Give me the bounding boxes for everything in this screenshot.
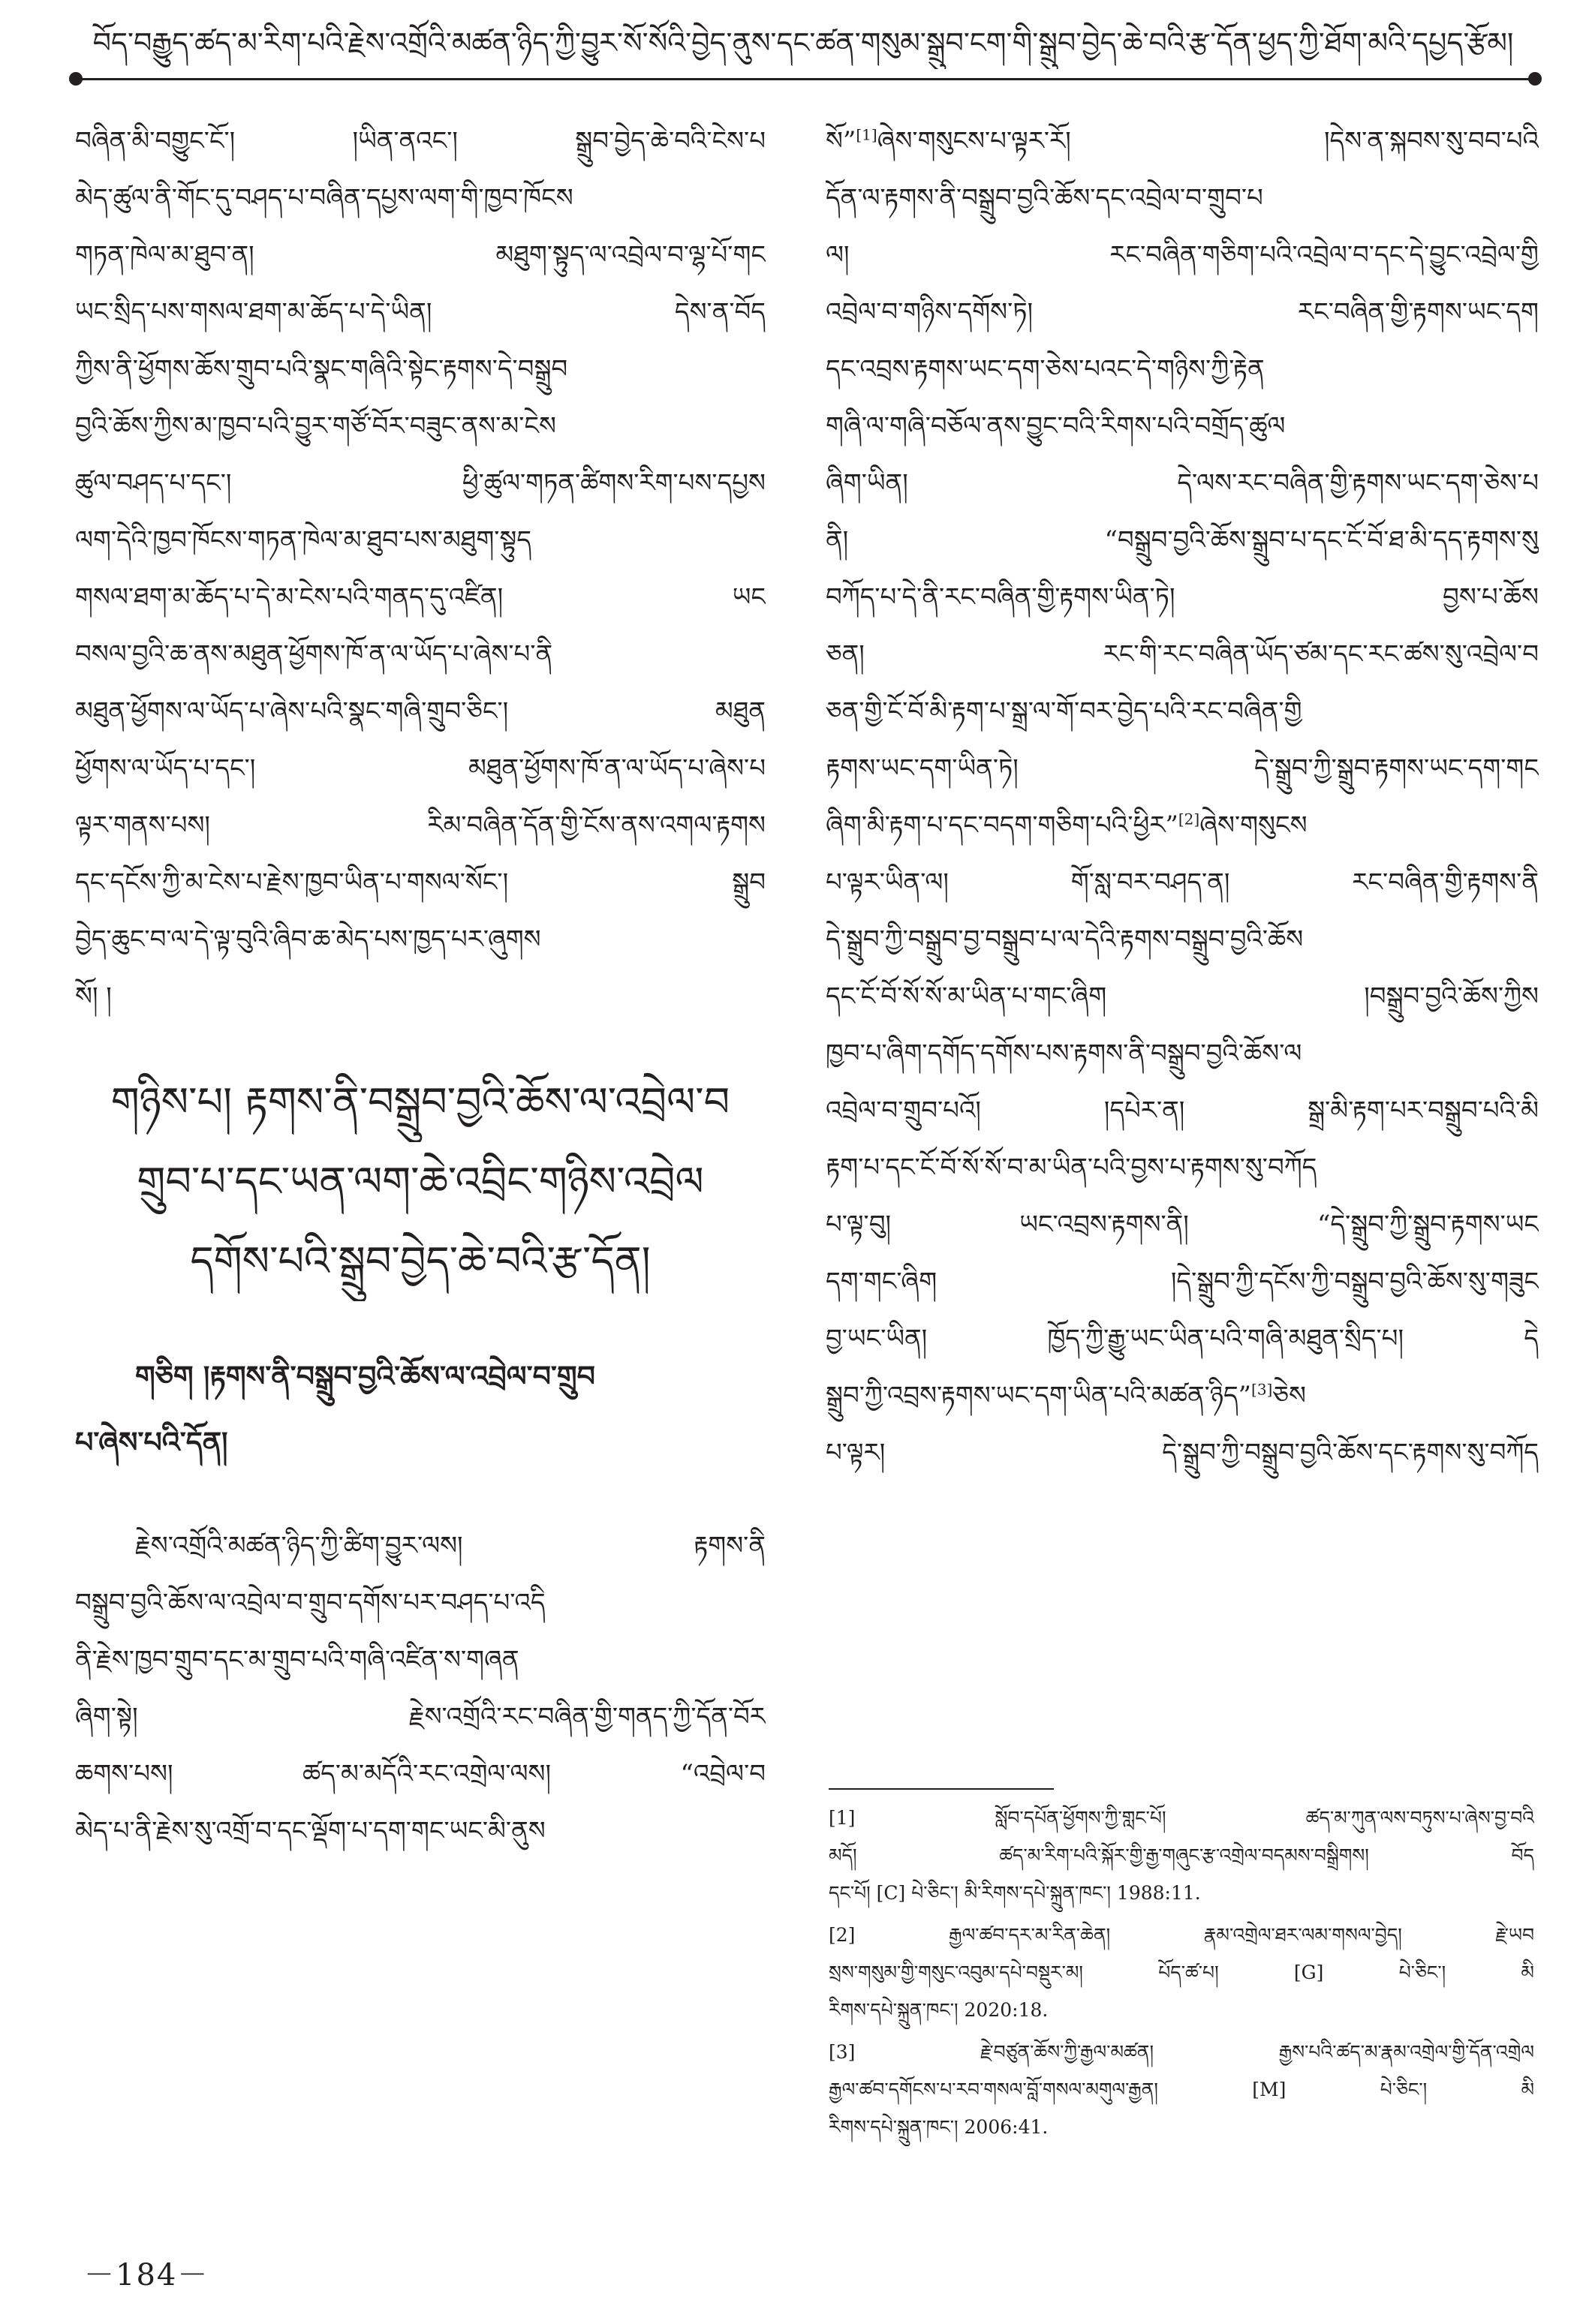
text-line: རྟག་པ་དང་ངོ་བོ་སོ་སོ་བ་མ་ཡིན་པའི་བྱས་པ་རྟགས་སུ་བཀོད [826, 1153, 1317, 1183]
text-line: ཀྱིས་ནི་ཕྱོགས་ཆོས་གྲུབ་པའི་སྣང་གཞིའི་སྟེང་རྟགས་དེ་བསྒྲུབ [75, 354, 568, 384]
running-head: བོད་བརྒྱུད་ཚད་མ་རིག་པའི་རྗེས་འགྲོའི་མཚན་ཉིད་ཀྱི་བྱུར་སོ་སོའི་བྱེད་ནུས་དང་ཚན་གསུམ་སྒྲུབ་ངག་གི་སྒྲུབ་བྱེད་ཆེ་བའི་རྩ་དོན་ཕྱད་ཀྱི་ཐོག་མའི་དཔྱད་རྩོམ། [92, 26, 1514, 59]
text-line: ཆགས་པས། ཚད་མ་མདོའི་རང་འགྲེལ་ལས། “འབྲེལ་བ [75, 1759, 766, 1789]
text-line: ཡང་སྲིད་པས་གསལ་ཐག་མ་ཆོད་པ་དེ་ཡིན། དེས་ན་བོད [75, 297, 766, 327]
text-line: ཞིག་མི་རྟག་པ་དང་བདག་གཅིག་པའི་ཕྱིར”[2]ཞེས་གསུངས [826, 810, 1308, 840]
footnote-line: རིགས་དཔེ་སྐྲུན་ཁང་། 2020:18. [829, 1999, 1049, 2021]
text-line: རྟགས་ཡང་དག་ཡིན་ཏེ། དེ་སྒྲུབ་ཀྱི་སྒྲུབ་རྟགས་ཡང་དག་གང [826, 753, 1539, 783]
footnote-line: [3] རྗེ་བཙུན་ཆོས་ཀྱི་རྒྱལ་མཚན། རྒྱས་པའི་ཚད་མ་རྣམ་འགྲེལ་གྱི་དོན་འགྲེལ [829, 2041, 1534, 2063]
text-line: ཅན། རང་གི་རང་བཞིན་ཡོད་ཙམ་དང་རང་ཚས་སུ་འབྲེལ་བ [826, 639, 1539, 669]
text-line: ཚུལ་བཤད་པ་དང་། ཕྱི་ཚུལ་གཏན་ཚིགས་རིག་པས་དཔྱས [75, 468, 766, 498]
section-title-line: གཉིས་པ། རྟགས་ནི་བསྒྲུབ་བྱའི་ཆོས་ལ་འབྲེལ་བ [110, 1078, 730, 1126]
paragraph-1 [75, 113, 766, 1025]
text-line: དང་འབྲས་རྟགས་ཡང་དག་ཅེས་པའང་དེ་གཉིས་ཀྱི་རྟེན [826, 354, 1265, 384]
text-line: བཞིན་མི་བགྱུང་ངོ་། །ཡིན་ནའང་། སྒྲུབ་བྱེད་ཆེ་བའི་ངེས་པ [75, 126, 766, 156]
text-line: སོ”[1]ཞེས་གསུངས་པ་ལྟར་རོ། །དེས་ན་སྐབས་སུ་བབ་པའི [826, 125, 1539, 156]
header-rule [75, 78, 1536, 80]
section-title [75, 1063, 766, 1301]
footnote-line: མདོ། ཚད་མ་རིག་པའི་སྐོར་གྱི་རྒྱ་གཞུང་རྩ་འགྲེལ་བདམས་བསྒྲིགས། བོད [829, 1844, 1534, 1866]
text-line: གསལ་ཐག་མ་ཆོད་པ་དེ་མ་ངེས་པའི་གནད་དུ་འཛིན། ཡང [75, 582, 766, 612]
text-line: ནི། “བསྒྲུབ་བྱའི་ཆོས་སྒྲུབ་པ་དང་ངོ་བོ་ཐ་མི་དད་རྟགས་སུ [826, 525, 1539, 555]
text-line: ཕྱོགས་ལ་ཡོད་པ་དང་། མཐུན་ཕྱོགས་ཁོ་ན་ལ་ཡོད་པ་ཞེས་པ [75, 753, 766, 783]
footnote-line: རིགས་དཔེ་སྐྲུན་ཁང་། 2006:41. [829, 2116, 1049, 2138]
text-line: འབྲེལ་བ་གྲུབ་པའོ། །དཔེར་ན། སྒྲ་མི་རྟག་པར་བསྒྲུབ་པའི་མི [826, 1096, 1539, 1126]
header-rule-dot-right [1528, 72, 1542, 86]
text-line: ཁྱབ་པ་ཞིག་དགོད་དགོས་པས་རྟགས་ནི་བསྒྲུབ་བྱའི་ཆོས་ལ [826, 1039, 1302, 1069]
text-line: བཀོད་པ་དེ་ནི་རང་བཞིན་གྱི་རྟགས་ཡིན་ཏེ། བྱས་པ་ཆོས [826, 582, 1539, 612]
sub-title-line: པ་ཞེས་པའི་དོན། [75, 1425, 228, 1459]
text-line: ལྟར་གནས་པས། རིམ་བཞིན་དོན་གྱི་ངོས་ནས་འགལ་རྟགས [75, 810, 766, 840]
footnotes [829, 1799, 1534, 2146]
right-column [826, 113, 1539, 1481]
section-title-line: གྲུབ་པ་དང་ཡན་ལག་ཆེ་འབྲིང་གཉིས་འབྲེལ [137, 1158, 704, 1205]
footnote-1 [829, 1799, 1534, 1912]
text-line: པ་ལྟར། དེ་སྒྲུབ་ཀྱི་བསྒྲུབ་བྱའི་ཆོས་དང་རྟགས་སུ་བཀོད [826, 1438, 1539, 1468]
footnote-ref[interactable]: [2] [1178, 810, 1200, 828]
text-line: གཞི་ལ་གཞི་བཅོལ་ནས་བྱུང་བའི་རིགས་པའི་བགྲོད་ཚུལ [826, 411, 1286, 441]
footnote-ref[interactable]: [1] [856, 125, 877, 144]
text-line: ཞིག་སྟེ། རྗེས་འགྲོའི་རང་བཞིན་གྱི་གནད་ཀྱི་དོན་བོར [75, 1702, 766, 1732]
text-line: ལ། རང་བཞིན་གཅིག་པའི་འབྲེལ་བ་དང་དེ་བྱུང་འབྲེལ་གྱི [826, 240, 1539, 270]
footnote-line: [2] རྒྱལ་ཚབ་དར་མ་རིན་ཆེན། རྣམ་འགྲེལ་ཐར་ལམ་གསལ་བྱེད། རྗེ་ཡབ [829, 1924, 1534, 1946]
footnote-2 [829, 1917, 1534, 2029]
footnote-line: རྒྱལ་ཚབ་དགོངས་པ་རབ་གསལ་བློ་གསལ་མགུལ་རྒྱན། [M] པེ་ཅིང་། མི [829, 2079, 1534, 2100]
text-line: དོན་ལ་རྟགས་ནི་བསྒྲུབ་བྱའི་ཆོས་དང་འབྲེལ་བ་གྲུབ་པ [826, 183, 1263, 213]
text-line: དང་དངོས་ཀྱི་མ་ངེས་པ་རྗེས་ཁྱབ་ཡིན་པ་གསལ་སོང་། སྒྲུབ [75, 867, 766, 897]
text-line: མེད་པ་ནི་རྗེས་སུ་འགྲོ་བ་དང་ལྡོག་པ་དག་གང་ཡང་མི་ནུས [75, 1816, 546, 1846]
text-line: ལག་དེའི་ཁྱབ་ཁོངས་གཏན་ཁེལ་མ་ཐུབ་པས་མཐུག་སྟུད [75, 525, 532, 555]
sub-title [75, 1343, 766, 1475]
page-number: －184－ [84, 2258, 209, 2292]
footnote-line: སྲས་གསུམ་གྱི་གསུང་འབུམ་དཔེ་བསྡུར་མ། པོད་ཚ་པ། [G] པེ་ཅིང་། མི [829, 1962, 1534, 1983]
footnote-line: [1] སློབ་དཔོན་ཕྱོགས་ཀྱི་གླང་པོ། ཚད་མ་ཀུན་ལས་བཏུས་པ་ཞེས་བྱ་བའི [829, 1807, 1534, 1829]
text-line: སོ། ། [75, 982, 112, 1012]
text-line: དག་གང་ཞིག །དེ་སྒྲུབ་ཀྱི་དངོས་ཀྱི་བསྒྲུབ་བྱའི་ཆོས་སུ་གཟུང [826, 1267, 1539, 1297]
footnote-ref[interactable]: [3] [1251, 1380, 1273, 1399]
text-line: རྗེས་འགྲོའི་མཚན་ཉིད་ཀྱི་ཚིག་བྱུར་ལས། རྟགས་ནི [135, 1531, 766, 1561]
text-line: བྱའི་ཆོས་ཀྱིས་མ་ཁྱབ་པའི་བྱུར་གཙོ་བོར་བཟུང་ནས་མ་ངེས [75, 411, 556, 441]
sub-title-line: གཅིག །རྟགས་ནི་བསྒྲུབ་བྱའི་ཆོས་ལ་འབྲེལ་བ་གྲུབ [135, 1359, 596, 1393]
text-line: བསལ་བྱའི་ཆ་ནས་མཐུན་ཕྱོགས་ཁོ་ན་ལ་ཡོད་པ་ཞེས་པ་ནི [75, 639, 553, 669]
paragraph-2 [75, 1517, 766, 1860]
text-line: འབྲེལ་བ་གཉིས་དགོས་ཏེ། རང་བཞིན་གྱི་རྟགས་ཡང་དག [826, 297, 1539, 327]
text-line: སྒྲུབ་ཀྱི་འབྲས་རྟགས་ཡང་དག་ཡིན་པའི་མཚན་ཉིད”[3]ཅེས [826, 1380, 1306, 1411]
text-line: པ་ལྟ་བུ། ཡང་འབྲས་རྟགས་ནི། “དེ་སྒྲུབ་ཀྱི་སྒྲུབ་རྟགས་ཡང [826, 1210, 1539, 1240]
left-column [75, 113, 766, 1860]
text-line: གཏན་ཁེལ་མ་ཐུབ་ན། མཐུག་སྟུད་ལ་འབྲེལ་བ་ལྷ་པོ་གང [75, 240, 766, 270]
text-line: མེད་ཚུལ་ནི་གོང་དུ་བཤད་པ་བཞིན་དཔྱས་ལག་གི་ཁྱབ་ཁོངས [75, 183, 573, 213]
text-line: བྱེད་ཆུང་བ་ལ་དེ་ལྟ་བུའི་ཞིབ་ཆ་མེད་པས་ཁྱད་པར་ཞུགས [75, 924, 541, 955]
text-line: པ་ལྟར་ཡིན་ལ། གོ་སླ་བར་བཤད་ན། རང་བཞིན་གྱི་རྟགས་ནི [826, 867, 1539, 897]
text-line: མཐུན་ཕྱོགས་ལ་ཡོད་པ་ཞེས་པའི་སྣང་གཞི་གྲུབ་ཅིང་། མཐུན [75, 696, 766, 726]
section-title-line: དགོས་པའི་སྒྲུབ་བྱེད་ཆེ་བའི་རྩ་དོན། [190, 1237, 651, 1285]
footnote-3 [829, 2034, 1534, 2146]
footnote-rule [829, 1788, 1054, 1790]
text-line: དང་ངོ་བོ་སོ་སོ་མ་ཡིན་པ་གང་ཞིག །བསྒྲུབ་བྱའི་ཆོས་ཀྱིས [826, 982, 1539, 1012]
text-line: ཅན་གྱི་ངོ་བོ་མི་རྟག་པ་སྒྲ་ལ་གོ་བར་བྱེད་པའི་རང་བཞིན་གྱི [826, 696, 1302, 726]
footnote-line: དང་པོ། [C] པེ་ཅིང་། མི་རིགས་དཔེ་སྐྲུན་ཁང་། 1988:11. [829, 1882, 1201, 1904]
text-line: དེ་སྒྲུབ་ཀྱི་བསྒྲུབ་བྱ་བསྒྲུབ་པ་ལ་དེའི་རྟགས་བསྒྲུབ་བྱའི་ཆོས [826, 924, 1304, 955]
text-line: བྱ་ཡང་ཡིན། ཁྱོད་ཀྱི་རྒྱུ་ཡང་ཡིན་པའི་གཞི་མཐུན་སྲིད་པ། དེ [826, 1324, 1539, 1354]
text-line: བསྒྲུབ་བྱའི་ཆོས་ལ་འབྲེལ་བ་གྲུབ་དགོས་པར་བཤད་པ་འདི [75, 1588, 546, 1618]
text-line: ནི་རྗེས་ཁྱབ་གྲུབ་དང་མ་གྲུབ་པའི་གཞི་འཛིན་ས་གཞན [75, 1645, 519, 1675]
text-line: ཞིག་ཡིན། དེ་ལས་རང་བཞིན་གྱི་རྟགས་ཡང་དག་ཅེས་པ [826, 468, 1539, 498]
